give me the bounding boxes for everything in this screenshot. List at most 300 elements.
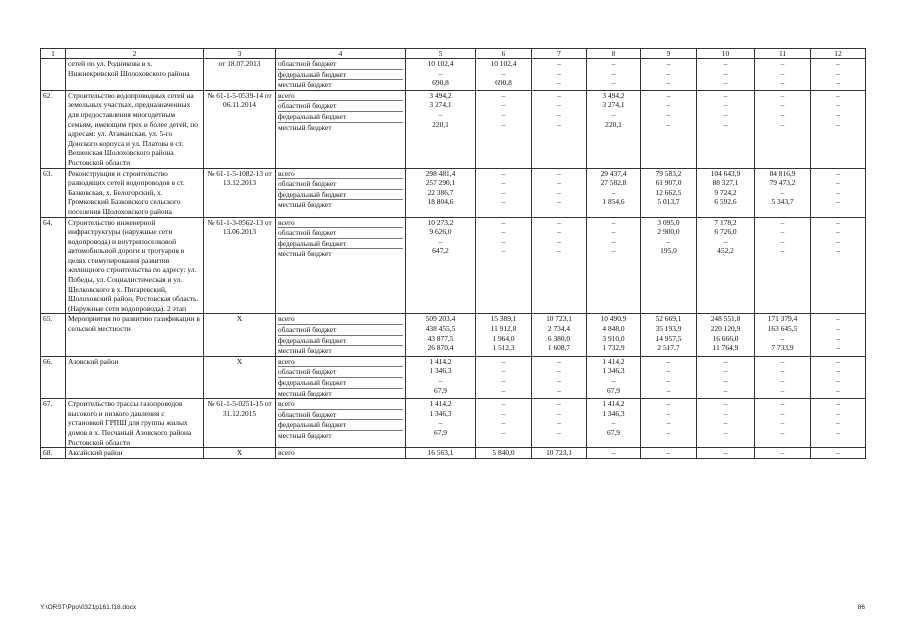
- amount-value: 690,8: [495, 78, 512, 88]
- amount-value: –: [780, 59, 785, 68]
- amount-value: 10 723,1: [546, 314, 572, 324]
- amount-value: –: [836, 333, 840, 343]
- amount-column: [697, 314, 755, 356]
- amount-value: –: [780, 78, 785, 88]
- row-number: 68.: [41, 448, 66, 459]
- funding-source: областной бюджет: [278, 228, 403, 239]
- document-ref: № 61-1-5-0539-14 от 06.11.2014: [204, 90, 276, 168]
- funding-source: всего: [278, 91, 403, 102]
- page-number: 86: [857, 604, 865, 611]
- amount-column: [587, 168, 641, 217]
- amount-value: –: [501, 418, 506, 428]
- amount-value: 1 854,6: [602, 197, 625, 207]
- amount-value: –: [501, 187, 506, 197]
- amount-value: 10 102,4: [490, 59, 517, 68]
- document-ref: Х: [204, 448, 276, 459]
- amount-value: –: [780, 399, 785, 409]
- amount-column: [697, 399, 755, 448]
- document-ref: № 61-1-3-0562-13 от 13.06.2013: [204, 217, 276, 314]
- funding-source: областной бюджет: [278, 179, 403, 190]
- funding-source: всего: [278, 169, 403, 180]
- amount-value: –: [611, 217, 616, 227]
- amount-value: –: [611, 448, 616, 458]
- amount-value: 220,1: [605, 119, 622, 129]
- amount-value: –: [557, 408, 561, 418]
- amount-value: –: [557, 100, 561, 110]
- funding-source: федеральный бюджет: [278, 70, 403, 81]
- amount-value: –: [723, 418, 728, 428]
- amount-value: –: [557, 366, 561, 376]
- amount-value: 1 346,3: [429, 366, 452, 376]
- amount-value: –: [723, 68, 728, 78]
- row-number: 64.: [41, 217, 66, 314]
- header-cell: 12: [811, 49, 866, 59]
- funding-sources: [276, 356, 406, 398]
- amount-value: 6 380,0: [547, 333, 571, 343]
- amount-value: –: [780, 448, 785, 458]
- amount-value: –: [836, 448, 840, 458]
- amount-value: –: [501, 100, 506, 110]
- amount-value: –: [836, 356, 840, 366]
- amount-value: –: [836, 236, 840, 246]
- amount-column: [811, 314, 866, 356]
- amount-value: –: [723, 100, 728, 110]
- funding-source: областной бюджет: [278, 59, 403, 70]
- amount-value: 3 095,0: [657, 217, 680, 227]
- amount-column: [697, 356, 755, 398]
- amount-value: –: [723, 109, 728, 119]
- header-cell: 3: [204, 49, 276, 59]
- table-row: [41, 356, 866, 398]
- amount-column: [641, 448, 697, 459]
- amount-value: 84 816,9: [769, 168, 796, 178]
- amount-value: –: [836, 385, 840, 395]
- funding-sources: [276, 59, 406, 91]
- amount-value: –: [836, 314, 840, 324]
- amount-value: 647,2: [432, 246, 449, 256]
- row-number: 63.: [41, 168, 66, 217]
- amount-value: –: [780, 385, 785, 395]
- funding-source: всего: [278, 448, 295, 458]
- amount-column: [406, 399, 476, 448]
- amount-value: –: [557, 78, 561, 88]
- amount-value: 1 414,2: [602, 399, 625, 409]
- header-cell: 8: [587, 49, 641, 59]
- amount-value: –: [666, 78, 671, 88]
- funding-source: всего: [278, 218, 403, 229]
- amount-value: 5 013,7: [657, 197, 680, 207]
- amount-value: 7 733,9: [771, 343, 794, 353]
- amount-value: –: [557, 178, 561, 188]
- row-number: 67.: [41, 399, 66, 448]
- amount-value: –: [780, 109, 785, 119]
- amount-column: [811, 448, 866, 459]
- amount-value: –: [836, 427, 840, 437]
- amount-column: [755, 314, 811, 356]
- object-name: Строительство водопроводных сетей на земельных участках, предназначенных для предоставления многодетным семьям, имеющим трех и более детей, по адресам: ул. Атаманская, ул. 5-го Донского корпуса и ул. Платова в ст. Вешенская Шолоховского района Ростовской области: [66, 90, 204, 168]
- amount-value: –: [666, 100, 671, 110]
- object-name: Строительство инженерной инфраструктуры (наружные сети водопровода) и внутрипоселковой автомобильной дороги и тротуаров в целях стимулирования развития жилищного строительства по адресу: ул. Победы, ул. Социалистическая и ул. Щелковского в х. Пигаревский, Шолоховский район, Ростовская область. (Наружные сети водопровода). 2 этап: [66, 217, 204, 314]
- amount-value: 9 724,2: [714, 187, 737, 197]
- amount-value: 104 643,9: [710, 168, 741, 178]
- amount-value: –: [780, 246, 785, 256]
- amount-column: [697, 90, 755, 168]
- amount-value: 1 346,3: [602, 408, 625, 418]
- amount-value: 195,0: [660, 246, 677, 256]
- amount-value: –: [666, 366, 671, 376]
- amount-value: –: [780, 356, 785, 366]
- amount-value: –: [611, 78, 616, 88]
- amount-column: [811, 168, 866, 217]
- amount-value: 67,9: [434, 427, 447, 437]
- amount-column: [641, 399, 697, 448]
- amount-value: –: [501, 399, 506, 409]
- amount-value: –: [611, 109, 616, 119]
- amount-column: [755, 59, 811, 91]
- amount-value: –: [666, 385, 671, 395]
- amount-column: [476, 448, 532, 459]
- amount-value: –: [501, 68, 506, 78]
- amount-value: –: [611, 59, 616, 68]
- funding-source: местный бюджет: [278, 346, 332, 356]
- table-row: [41, 168, 866, 217]
- funding-source: федеральный бюджет: [278, 112, 403, 123]
- header-row: [41, 49, 866, 59]
- page-footer: [40, 604, 865, 614]
- funding-source: федеральный бюджет: [278, 336, 403, 347]
- amount-value: –: [557, 197, 561, 207]
- amount-value: –: [836, 109, 840, 119]
- amount-column: [532, 314, 587, 356]
- amount-value: 10 273,2: [427, 217, 454, 227]
- amount-value: –: [836, 343, 840, 353]
- amount-value: 22 386,7: [427, 187, 454, 197]
- funding-source: областной бюджет: [278, 367, 403, 378]
- amount-column: [755, 356, 811, 398]
- header-cell: 9: [641, 49, 697, 59]
- amount-value: 452,2: [717, 246, 734, 256]
- amount-value: 5 343,7: [771, 197, 794, 207]
- amount-column: [532, 168, 587, 217]
- amount-value: –: [557, 109, 561, 119]
- amount-value: 79 473,2: [769, 178, 796, 188]
- funding-source: местный бюджет: [278, 200, 332, 210]
- table-row: [41, 448, 866, 459]
- amount-value: 6 726,0: [714, 227, 737, 237]
- funding-source: всего: [278, 314, 403, 325]
- amount-value: –: [557, 246, 561, 256]
- header-cell: 7: [532, 49, 587, 59]
- amount-value: –: [666, 427, 671, 437]
- amount-value: –: [666, 376, 671, 385]
- amount-value: –: [557, 119, 561, 129]
- amount-column: [755, 90, 811, 168]
- amount-column: [476, 90, 532, 168]
- amount-value: –: [836, 187, 840, 197]
- amount-value: –: [836, 100, 840, 110]
- funding-source: всего: [278, 399, 403, 410]
- header-cell: 4: [276, 49, 406, 59]
- amount-column: [697, 448, 755, 459]
- amount-value: –: [780, 217, 785, 227]
- amount-value: 690,8: [432, 78, 449, 88]
- funding-source: всего: [278, 357, 403, 368]
- amount-value: 257 290,1: [425, 178, 456, 188]
- amount-value: –: [666, 68, 671, 78]
- amount-value: –: [501, 217, 506, 227]
- amount-column: [641, 356, 697, 398]
- amount-column: [406, 356, 476, 398]
- amount-value: –: [780, 68, 785, 78]
- amount-value: 248 551,8: [710, 314, 741, 324]
- amount-value: 1 964,0: [492, 333, 515, 343]
- amount-value: –: [836, 217, 840, 227]
- amount-column: [641, 314, 697, 356]
- amount-value: 3 274,1: [602, 100, 625, 110]
- amount-column: [476, 168, 532, 217]
- amount-column: [697, 217, 755, 314]
- amount-value: –: [557, 356, 561, 366]
- amount-value: –: [666, 59, 671, 68]
- amount-value: 1 414,2: [602, 356, 625, 366]
- amount-value: –: [836, 78, 840, 88]
- table-row: [41, 217, 866, 314]
- funding-source: федеральный бюджет: [278, 239, 403, 250]
- amount-value: –: [780, 119, 785, 129]
- amount-value: –: [666, 109, 671, 119]
- amount-value: –: [557, 418, 561, 428]
- amount-value: –: [501, 427, 506, 437]
- amount-value: 11 912,8: [490, 324, 517, 334]
- amount-value: –: [438, 236, 443, 246]
- amount-column: [476, 217, 532, 314]
- amount-value: 220 120,9: [710, 324, 741, 334]
- amount-value: –: [723, 90, 728, 100]
- funding-sources: [276, 314, 406, 356]
- amount-value: –: [501, 246, 506, 256]
- header-cell: 11: [755, 49, 811, 59]
- funding-source: местный бюджет: [278, 430, 332, 440]
- amount-value: –: [557, 385, 561, 395]
- file-path: Y:\ORST\Ppo\0321p161.f18.docx: [40, 604, 137, 611]
- amount-column: [587, 314, 641, 356]
- amount-value: –: [666, 236, 671, 246]
- amount-column: [641, 90, 697, 168]
- amount-value: –: [501, 408, 506, 418]
- funding-source: федеральный бюджет: [278, 378, 403, 389]
- header-cell: 5: [406, 49, 476, 59]
- amount-value: –: [611, 227, 616, 237]
- amount-value: –: [836, 68, 840, 78]
- amount-value: –: [780, 408, 785, 418]
- funding-sources: [276, 90, 406, 168]
- amount-value: 10 490,9: [600, 314, 627, 324]
- amount-column: [587, 448, 641, 459]
- amount-value: 35 193,9: [655, 324, 682, 334]
- amount-column: [406, 448, 476, 459]
- funding-source: областной бюджет: [278, 325, 403, 336]
- header-cell: 1: [41, 49, 66, 59]
- amount-value: –: [501, 109, 506, 119]
- funding-sources: [276, 217, 406, 314]
- amount-value: –: [780, 227, 785, 237]
- object-name: Мероприятия по развитию газификации в сельской местности: [66, 314, 204, 356]
- amount-value: –: [723, 376, 728, 385]
- amount-value: –: [666, 418, 671, 428]
- amount-column: [406, 59, 476, 91]
- table-row: [41, 59, 866, 91]
- amount-value: 16 666,0: [712, 333, 739, 343]
- amount-value: 10 102,4: [427, 59, 454, 68]
- amount-column: [755, 399, 811, 448]
- header-cell: 10: [697, 49, 755, 59]
- amount-value: –: [836, 119, 840, 129]
- amount-value: –: [611, 236, 616, 246]
- amount-column: [532, 448, 587, 459]
- amount-value: –: [836, 246, 840, 256]
- document-ref: от 18.07.2013: [204, 59, 276, 91]
- amount-value: –: [611, 187, 616, 197]
- funding-source: областной бюджет: [278, 101, 403, 112]
- amount-column: [532, 217, 587, 314]
- amount-value: 1 608,7: [547, 343, 571, 353]
- amount-value: 163 645,5: [767, 324, 798, 334]
- amount-value: –: [666, 356, 671, 366]
- row-number: 65.: [41, 314, 66, 356]
- amount-column: [755, 448, 811, 459]
- amount-value: –: [780, 376, 785, 385]
- amount-column: [811, 399, 866, 448]
- amount-value: 2 517,7: [657, 343, 680, 353]
- amount-value: –: [723, 356, 728, 366]
- table-row: [41, 314, 866, 356]
- amount-value: –: [666, 90, 671, 100]
- amount-value: 11 764,9: [712, 343, 739, 353]
- amount-value: –: [438, 109, 443, 119]
- amount-value: –: [557, 68, 561, 78]
- amount-value: –: [611, 246, 616, 256]
- amount-value: 1 346,3: [429, 408, 452, 418]
- funding-source: местный бюджет: [278, 388, 332, 398]
- amount-value: –: [836, 418, 840, 428]
- amount-value: –: [836, 227, 840, 237]
- amount-value: 9 626,0: [429, 227, 452, 237]
- amount-value: 1 414,2: [429, 356, 452, 366]
- funding-source: местный бюджет: [278, 249, 332, 259]
- amount-value: –: [666, 119, 671, 129]
- amount-column: [406, 217, 476, 314]
- amount-value: –: [557, 427, 561, 437]
- amount-value: 5 840,0: [492, 448, 515, 458]
- funding-source: областной бюджет: [278, 410, 403, 421]
- amount-column: [532, 90, 587, 168]
- amount-value: 43 877,5: [427, 333, 454, 343]
- amount-value: 3 910,0: [602, 333, 625, 343]
- amount-value: 6 592,6: [714, 197, 737, 207]
- amount-column: [811, 90, 866, 168]
- amount-column: [476, 399, 532, 448]
- table-row: [41, 90, 866, 168]
- amount-value: 1 346,3: [602, 366, 625, 376]
- table-row: [41, 399, 866, 448]
- amount-value: –: [780, 333, 785, 343]
- amount-value: –: [557, 376, 561, 385]
- amount-value: –: [780, 366, 785, 376]
- amount-value: –: [666, 448, 671, 458]
- amount-value: 1 512,3: [492, 343, 515, 353]
- amount-column: [755, 168, 811, 217]
- amount-value: –: [836, 408, 840, 418]
- amount-column: [587, 59, 641, 91]
- amount-value: 220,1: [432, 119, 449, 129]
- amount-value: –: [723, 236, 728, 246]
- amount-column: [811, 59, 866, 91]
- amount-value: 18 804,6: [427, 197, 454, 207]
- header-cell: 2: [66, 49, 204, 59]
- amount-value: –: [836, 90, 840, 100]
- amount-value: –: [557, 217, 561, 227]
- amount-value: –: [836, 178, 840, 188]
- amount-value: 298 481,4: [425, 168, 456, 178]
- amount-value: 2 734,4: [547, 324, 571, 334]
- amount-value: 3 494,2: [429, 90, 452, 100]
- funding-source: местный бюджет: [278, 80, 332, 90]
- amount-value: –: [557, 236, 561, 246]
- amount-value: –: [557, 90, 561, 100]
- amount-value: 67,9: [607, 427, 620, 437]
- amount-value: 7 178,2: [714, 217, 737, 227]
- amount-value: 67,9: [607, 385, 620, 395]
- amount-value: 26 870,4: [427, 343, 454, 353]
- row-number: 62.: [41, 90, 66, 168]
- amount-value: –: [501, 178, 506, 188]
- document-ref: Х: [204, 314, 276, 356]
- amount-value: 14 957,5: [655, 333, 682, 343]
- funding-sources: [276, 168, 406, 217]
- amount-value: –: [723, 399, 728, 409]
- amount-value: –: [611, 68, 616, 78]
- amount-value: –: [501, 227, 506, 237]
- amount-column: [697, 59, 755, 91]
- amount-value: –: [501, 90, 506, 100]
- amount-column: [532, 356, 587, 398]
- amount-column: [406, 314, 476, 356]
- document-ref: № 61-1-5-1082-13 от 13.12.2013: [204, 168, 276, 217]
- amount-value: –: [780, 187, 785, 197]
- amount-value: 4 848,0: [602, 324, 625, 334]
- amount-value: 10 723,1: [546, 448, 572, 458]
- row-number: 66.: [41, 356, 66, 398]
- amount-value: 52 669,1: [655, 314, 682, 324]
- amount-value: –: [836, 366, 840, 376]
- amount-value: –: [723, 366, 728, 376]
- amount-value: –: [780, 90, 785, 100]
- funding-source: федеральный бюджет: [278, 420, 403, 431]
- amount-column: [406, 90, 476, 168]
- amount-column: [532, 59, 587, 91]
- amount-value: –: [723, 385, 728, 395]
- amount-value: –: [836, 59, 840, 68]
- amount-value: –: [780, 100, 785, 110]
- amount-value: –: [501, 168, 506, 178]
- amount-value: –: [836, 197, 840, 207]
- object-name: Строительство трассы газопроводов высокого и низкого давления с установкой ГРПШ для группы жилых домов в х. Песчаный Азовского района Ростовской области: [66, 399, 204, 448]
- amount-value: –: [501, 197, 506, 207]
- amount-value: –: [611, 418, 616, 428]
- amount-value: 16 563,1: [427, 448, 454, 458]
- amount-value: –: [501, 356, 506, 366]
- amount-value: –: [438, 418, 443, 428]
